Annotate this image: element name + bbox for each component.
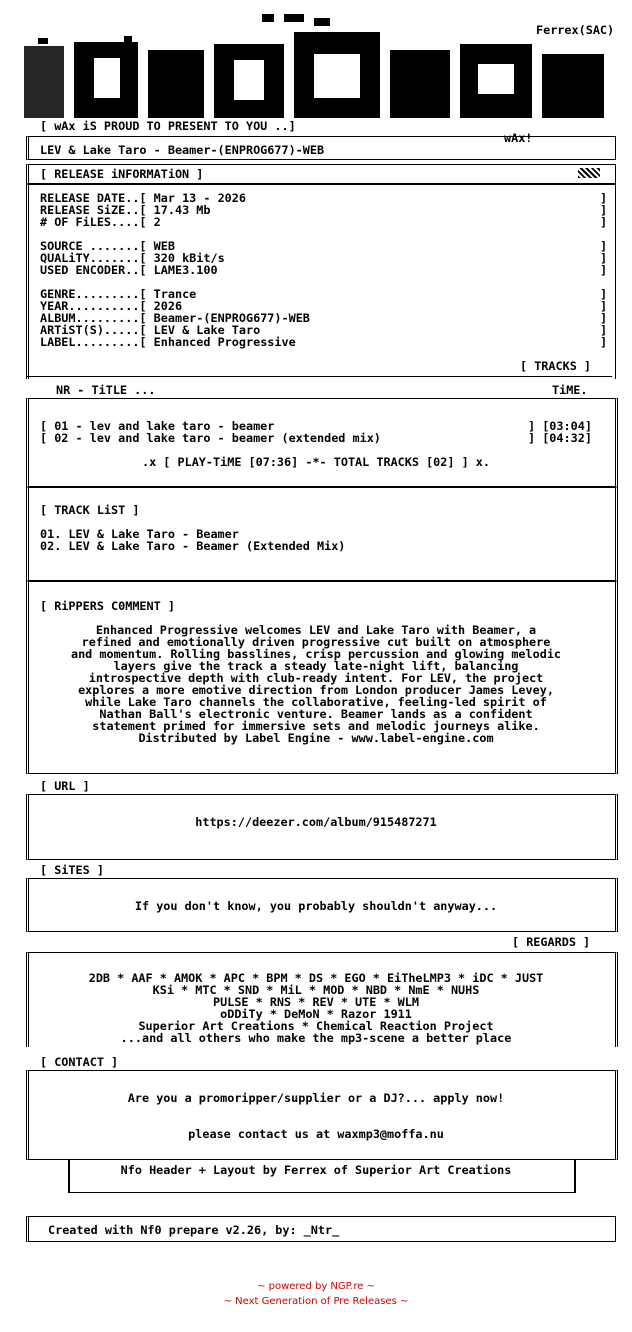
comment-label: [ RiPPERS C0MMENT ] xyxy=(40,599,175,613)
contact-label: [ CONTACT ] xyxy=(40,1055,119,1069)
release-title: LEV & Lake Taro - Beamer-(ENPROG677)-WEB xyxy=(40,143,325,157)
tracks-col-title: NR - TiTLE ... xyxy=(56,383,156,397)
info-row: RELEASE DATE..[ Mar 13 - 2026 xyxy=(40,191,246,205)
release-info-hatch xyxy=(578,168,600,178)
created-with: Created with Nf0 prepare v2.26, by: _Ntr_ xyxy=(48,1223,340,1237)
tracks-divider xyxy=(26,376,612,377)
logo-tag: wAx! xyxy=(504,131,533,145)
info-row: ARTiST(S).....[ LEV & Lake Taro xyxy=(40,323,261,337)
tracks-label: [ TRACKS ] xyxy=(520,359,592,373)
url-link[interactable]: https://deezer.com/album/915487271 xyxy=(195,815,437,829)
regards-label: [ REGARDS ] xyxy=(512,935,591,949)
info-row: SOURCE .......[ WEB xyxy=(40,239,175,253)
info-row: GENRE.........[ Trance xyxy=(40,287,197,301)
tracklist-label: [ TRACK LiST ] xyxy=(40,503,140,517)
powered-by[interactable]: ~ powered by NGP.re ~ xyxy=(257,1281,375,1292)
sites-label: [ SiTES ] xyxy=(40,863,104,877)
contact-box xyxy=(26,1070,618,1160)
info-row: QUALiTY.......[ 320 kBit/s xyxy=(40,251,225,265)
track-time: ] [04:32] xyxy=(528,431,592,445)
tracks-summary: .x [ PLAY-TiME [07:36] -*- TOTAL TRACKS [02] ] x. xyxy=(141,455,490,469)
track-time: ] [03:04] xyxy=(528,419,592,433)
contact-apply: Are you a promoripper/supplier or a DJ?... apply now! xyxy=(127,1091,505,1105)
info-row: YEAR..........[ 2026 xyxy=(40,299,183,313)
release-info-label: [ RELEASE iNFORMATiON ] xyxy=(40,167,204,181)
contact-email[interactable]: please contact us at waxmp3@moffa.nu xyxy=(188,1127,444,1141)
info-row: LABEL.........[ Enhanced Progressive xyxy=(40,335,296,349)
sites-text: If you don't know, you probably shouldn't anyway... xyxy=(134,899,498,913)
track-row: [ 01 - lev and lake taro - beamer xyxy=(40,419,275,433)
track-row: [ 02 - lev and lake taro - beamer (extended mix) xyxy=(40,431,381,445)
wax-logo xyxy=(14,14,614,120)
info-row: USED ENCODER..[ LAME3.100 xyxy=(40,263,218,277)
signature: Ferrex(SAC) xyxy=(536,23,615,37)
tracklist-item: 01. LEV & Lake Taro - Beamer xyxy=(40,527,239,541)
layout-credit: Nfo Header + Layout by Ferrex of Superior Art Creations xyxy=(120,1163,512,1177)
info-row: ALBUM.........[ Beamer-(ENPROG677)-WEB xyxy=(40,311,310,325)
info-row: # OF FiLES....[ 2 xyxy=(40,215,161,229)
tracks-col-time: TiME. xyxy=(552,383,588,397)
next-gen: ~ Next Generation of Pre Releases ~ xyxy=(223,1296,409,1307)
info-row: RELEASE SiZE..[ 17.43 Mb xyxy=(40,203,211,217)
url-label: [ URL ] xyxy=(40,779,90,793)
tracklist-item: 02. LEV & Lake Taro - Beamer (Extended Mix) xyxy=(40,539,346,553)
intro-line: [ wAx iS PROUD TO PRESENT TO YOU ..] xyxy=(40,119,296,133)
